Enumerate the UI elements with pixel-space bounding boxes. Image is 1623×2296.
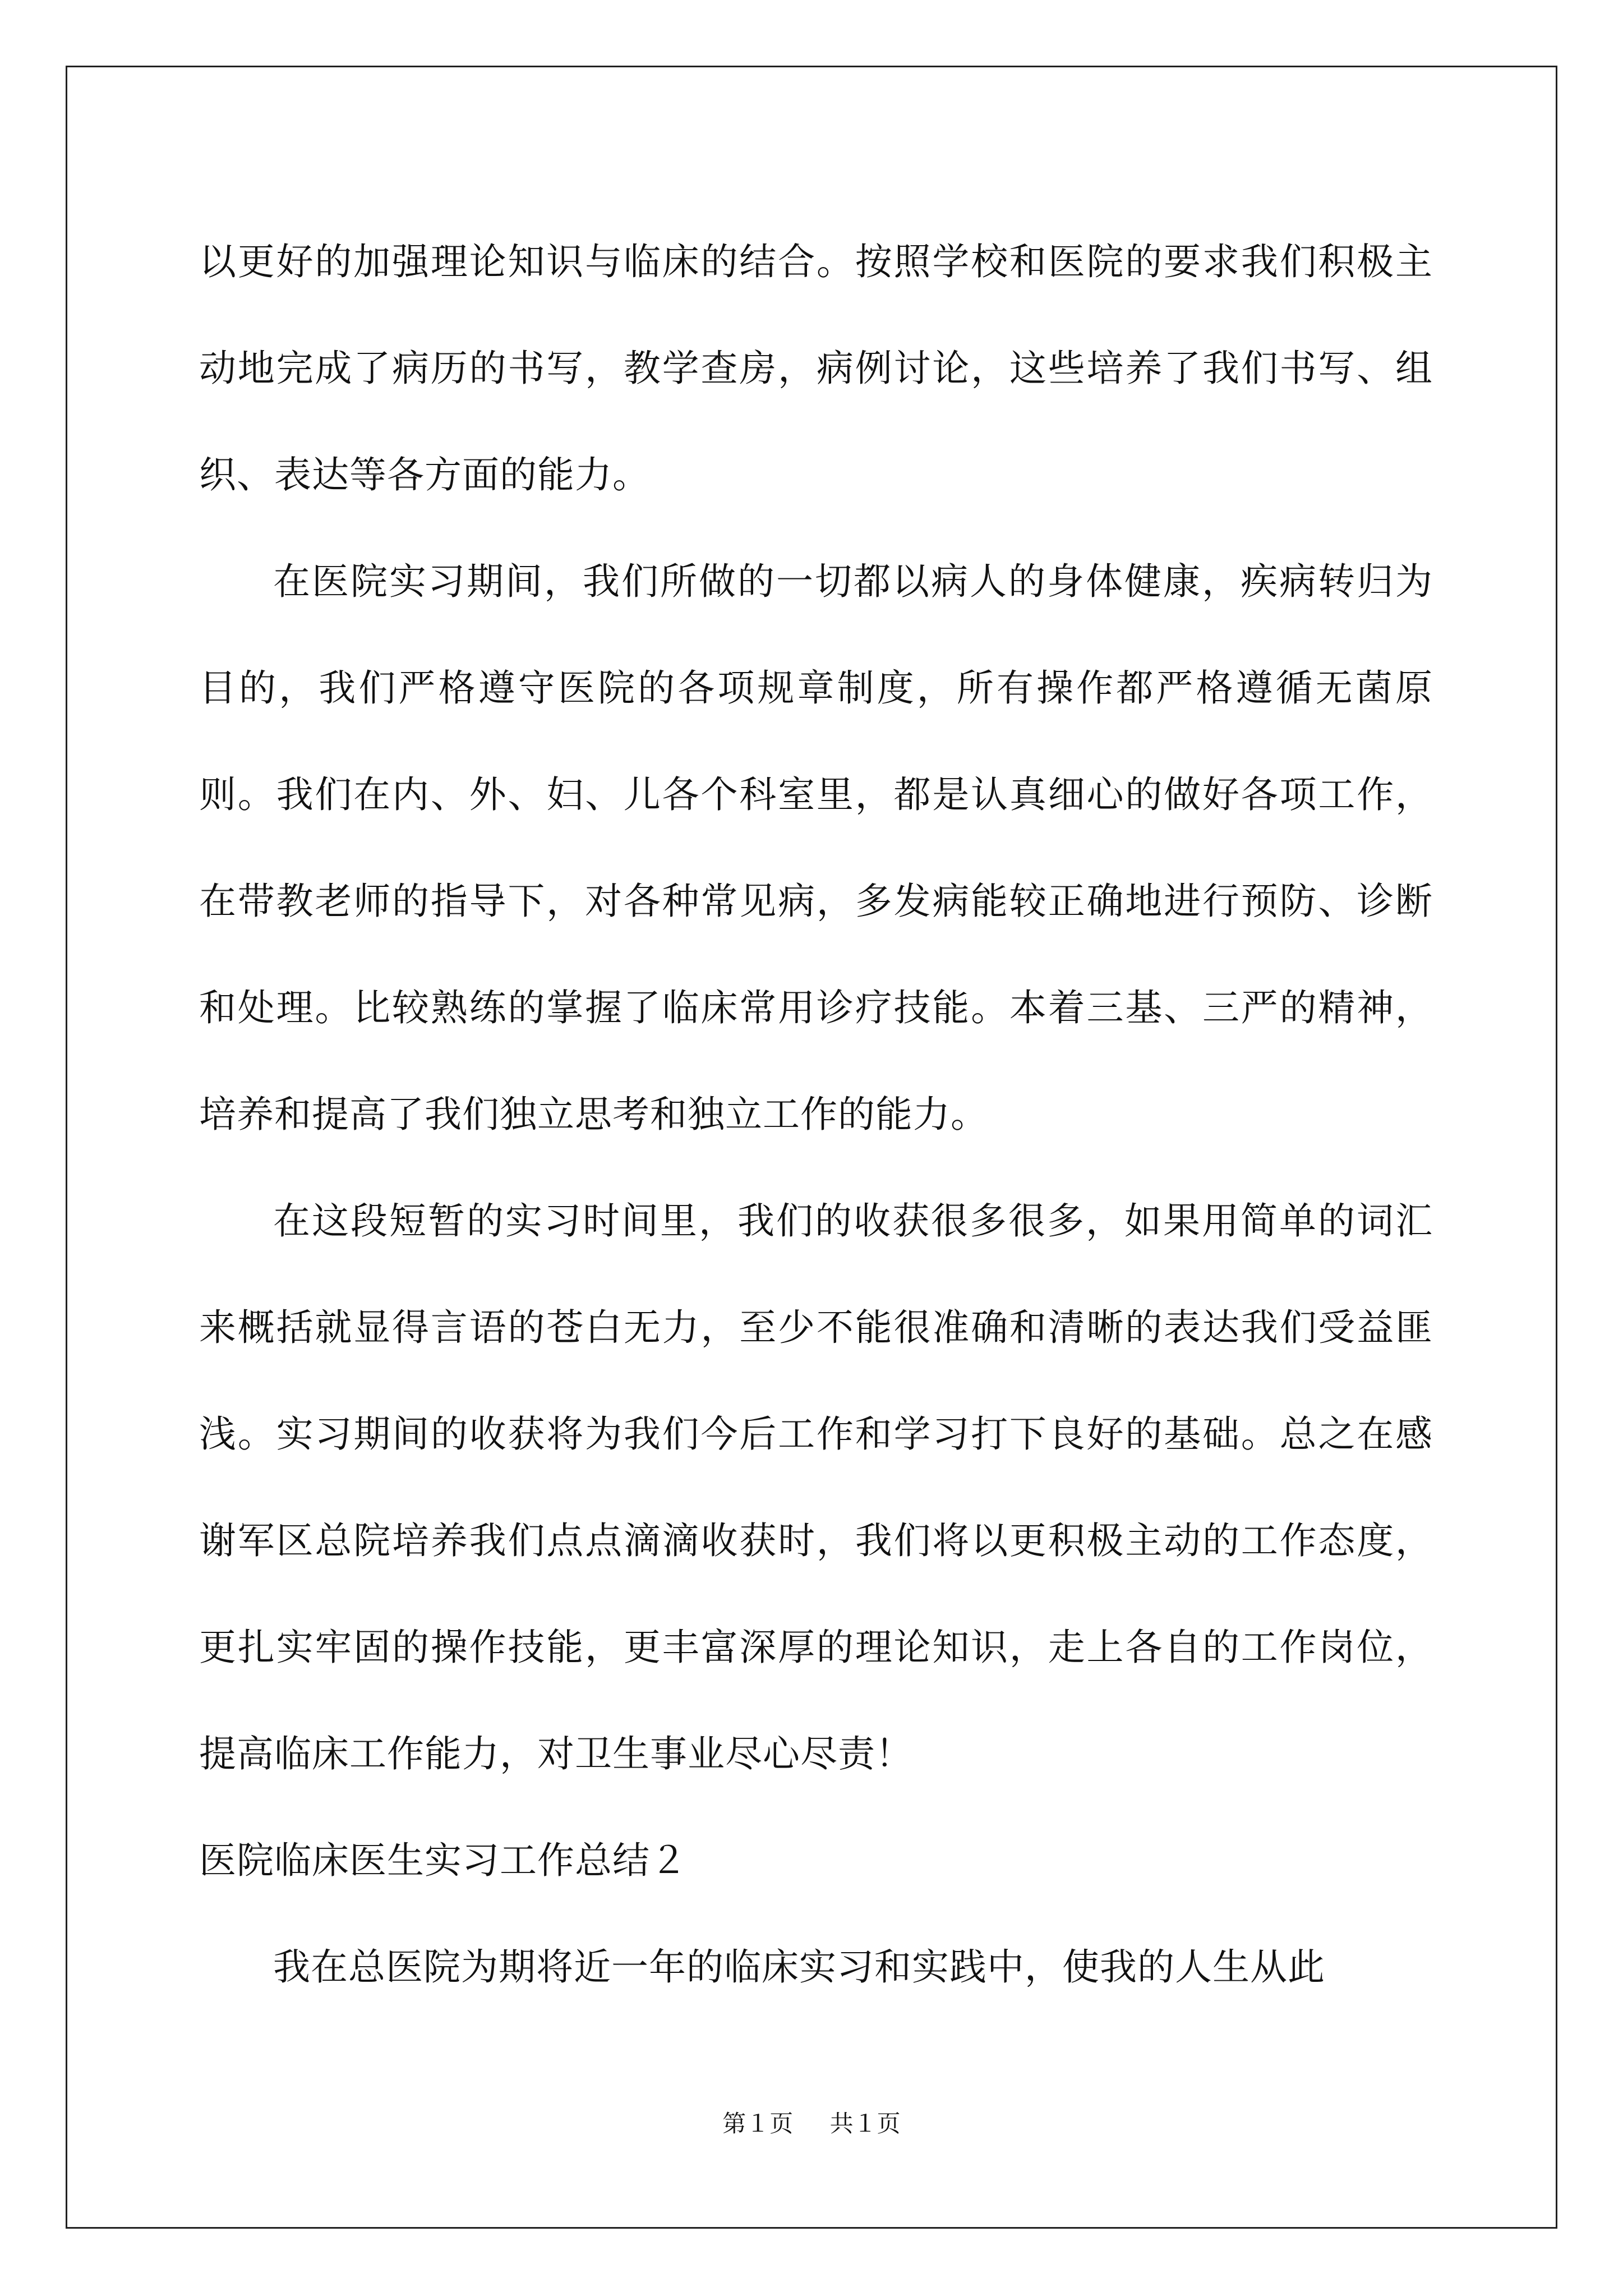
section-heading: 医院临床医生实习工作总结２ [199,1839,688,1882]
paragraph-4: 我在总医院为期将近一年的临床实习和实践中，使我的人生从此 [273,1945,1325,1989]
page-footer [0,2107,1623,2141]
paragraph-2: 在医院实习期间，我们所做的一切都以病人的身体健康，疾病转归为目的，我们严格遵守医院的各项规章制度，所有操作都严格遵循无菌原则。我们在内、外、妇、儿各个科室里，都是认真细心的做好各项工作，在带教老师的指导下，对各种常见病，多发病能较正确地进行预防、诊断和处理。比较熟练的掌握了临床常用诊疗技能。本着三基、三严的精神，培养和提高了我们独立思考和独立工作的能力。 [199,560,1433,1136]
page-total: 共１页 [829,2110,901,2137]
paragraph-3: 在这段短暂的实习时间里，我们的收获很多很多，如果用简单的词汇来概括就显得言语的苍白无力，至少不能很准确和清晰的表达我们受益匪浅。实习期间的收获将为我们今后工作和学习打下良好的基础。总之在感谢军区总院培养我们点点滴滴收获时，我们将以更积极主动的工作态度，更扎实牢固的操作技能，更丰富深厚的理论知识，走上各自的工作岗位，提高临床工作能力，对卫生事业尽心尽责！ [199,1199,1433,1775]
document-body [199,209,1433,2021]
page-number: 第１页 [722,2110,794,2137]
paragraph-1: 以更好的加强理论知识与临床的结合。按照学校和医院的要求我们积极主动地完成了病历的书写，教学查房，病例讨论，这些培养了我们书写、组织、表达等各方面的能力。 [199,240,1433,496]
